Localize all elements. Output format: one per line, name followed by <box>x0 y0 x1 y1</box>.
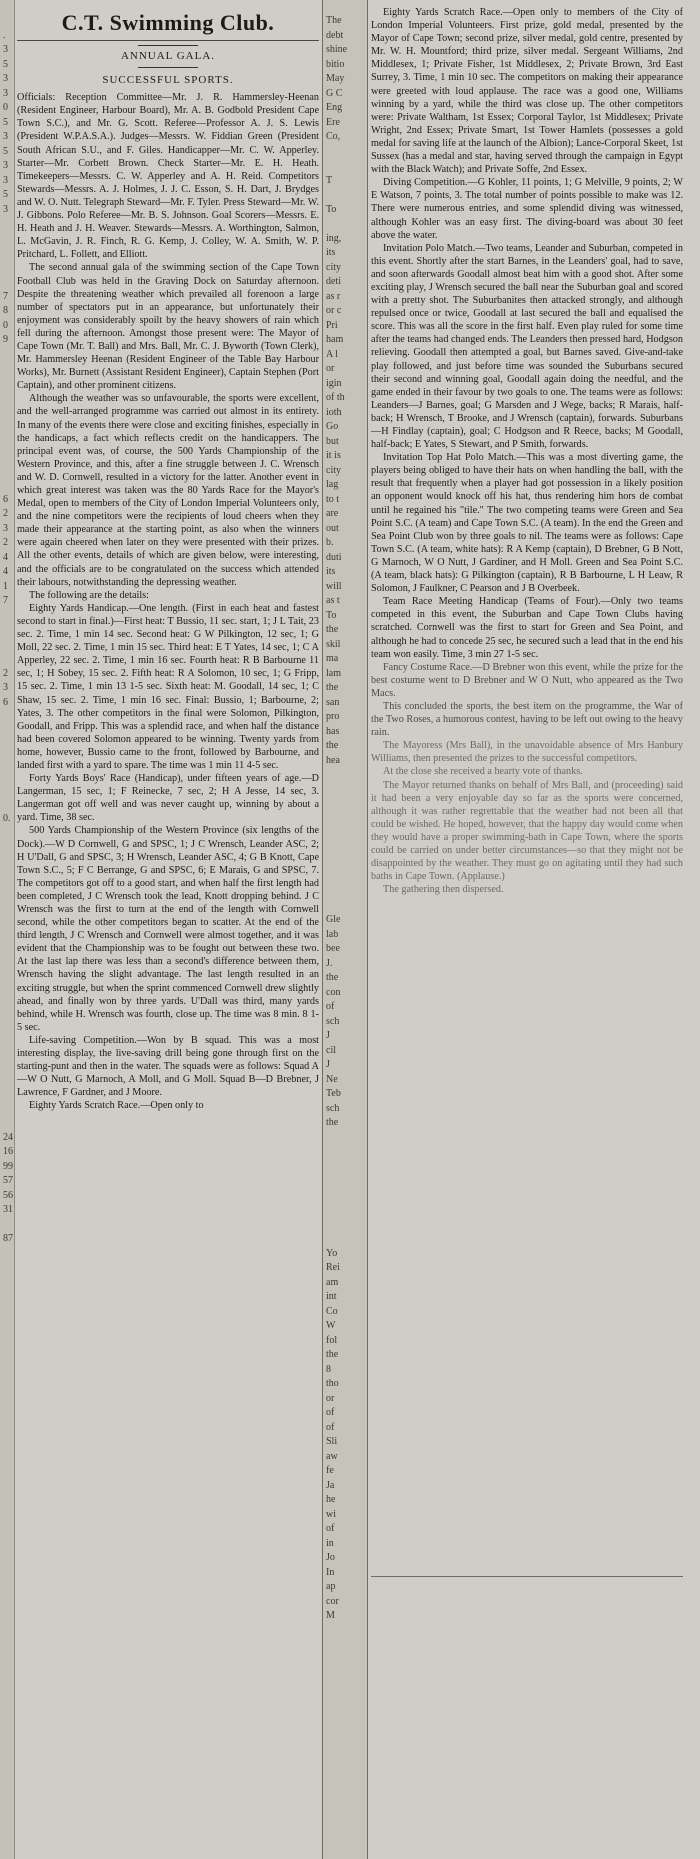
paragraph-vote-of-thanks: At the close she received a hearty vote of thanks. <box>383 766 583 778</box>
paragraph-mayor-thanks: The Mayor returned thanks on behalf of Mrs Ball, and (proceeding) said it had been a very enjoyable day so far as the sports were concerned, although it was rather regrettable that the weather had not been all that could be wished. He hoped, however, that the happy day would come when they would have a proper swimming-bath in Cape Town, where the sports could be carried on under better circumstances—so that they might not be disappointed by the weather. They must go on agitating until they had such baths in Cape Town. (Applause.) <box>371 779 683 883</box>
article-section-heading: ANNUAL GALA. <box>120 50 216 62</box>
paragraph-gala-intro: The second annual gala of the swimming section of the Cape Town Football Club was held in the Graving Dock on Saturday afternoon. Despite the threatening weather which prevailed all forenoon a large number of spectators put in an appearance, but unfortunately their enjoyment was considerably spoilt by the heavy showers of rain which fell during the afternoon. Amongst those present were: The Mayor of Cape Town (Mr. T. Ball) and Mrs. Ball, Mr. C. J. Byworth (Town Clerk), Mr. Hammersley Heenan (Resident Engineer of the Table Bay Harbour Works), Mr. Burnett (Assistant Resident Engineer), Captain Stephen (Port Captain), and other prominent citizens. <box>17 262 319 392</box>
article-title: C.T. Swimming Club. <box>17 10 319 41</box>
paragraph-fancy-costume: Fancy Costume Race.—D Brebner won this event, while the prize for the best costume went to D Brebner and W O Nutt, who appeared as the Two Macs. <box>371 661 683 699</box>
middle-edge-fragments <box>322 0 368 1859</box>
paragraph-diving: Diving Competition.—G Kohler, 11 points, 1; G Melville, 9 points, 2; W E Watson, 7 points, 3. The total number of points possible to make was 12. There were numerous entries, and some splendid diving was witnessed, although Kohler was an easy first. The diving-board was about 30 feet above the water. <box>371 177 683 241</box>
middle-edge-text: The debt shine bitio May G C Eng Ere Co, T To ing, its city deti as r or c Pri ham A l or igin of th ioth Go but it is city lag to t are out b. duti its will as t To the skil ma lam the san pro has the hea Gle lab bee J. the con of sch J cil J Ne Teb sch the Yo Rei am int Co W fol the 8 tho or of of Sli aw fe Ja he wi of in Jo In ap cor M <box>326 15 348 1621</box>
paragraph-top-hat-polo: Invitation Top Hat Polo Match.—This was a most diverting game, the players being obliged to have their hats on when handling the ball, with the result that frequently when a player had got possession in a likely position an opponent would knock off his hat, thus rendering him hors de combat until he regained his "tile." The two competing teams were Green and Sea Point S.C. (A team) and Cape Town S.C. (A team). In the end the Green and Sea Point Club won by three goals to nil. The teams were as follows: Cape Town S.C. (A team, white hats): R A Kemp (captain), D Brebner, G B Nott, G Marnoch, W O Nutt, J Gardiner, and H Moll. Green and Sea Point S.C. (A team, black hats): G Pilkington (captain), R B Barbourne, L H Leaw, R Solomon, J Faulkner, C Pearson and J B Overbeek. <box>371 452 683 595</box>
paragraph-team-race: Team Race Meeting Handicap (Teams of Four).—Only two teams competed in this event, the Suburban and Cape Town Clubs having scratched. Cornwell was the first to start for Green and Sea Point, and although he had to concede 25 sec, he secured such a lead that in the end his team won easily. Time, 3 min 27 1-5 sec. <box>371 596 683 660</box>
left-edge-fragments <box>0 0 15 1859</box>
officials-paragraph: Officials: Reception Committee—Mr. J. R. Hammersley-Heenan (Resident Engineer, Harbour Board), Mr. A. B. Godbold President Cape Town S.C.), and Mr. G. Scott. Referee—Professor A. J. S. Lewis (President W.P.A.S.A.). Judges—Messrs. W. Fiddian Green (President South African S.U., and F. Giles. Handicapper—Mr. C. W. Apperley. Starter—Mr. Corbett Brown. Check Starter—Mr. E. H. Heath. Timekeepers—Messrs. C. W. Apperley and A. H. Reid. Competitors Stewards—Messrs. A. J. Holmes, J. J. C. Esson, S. H. Dart, J. Brydges and W. O. Nutt. Telegraph Steward—Mr. F. Tyler. Press Steward—Mr. W. J. Gibbons. Polo Referee—Mr. B. S. Johnson. Goal Scorers—Messrs. E. H. Heath and J. H. Weaver. Stewards—Messrs. A. Worthington, Salmon, L. McGavin, J. R. Finch, R. G. Kemp, J. Colley, W. A. Smith, W. P. Pritchard, L. Follett, and Elliott. <box>17 92 319 261</box>
article-headline: SUCCESSFUL SPORTS. <box>102 74 234 87</box>
paragraph-mayoress: The Mayoress (Mrs Ball), in the unavoidable absence of Mrs Hanbury Williams, then presented the prizes to the successful competitors. <box>371 740 683 765</box>
article-left-column <box>17 6 319 1854</box>
paragraph-dispersed: The gathering then dispersed. <box>383 884 504 896</box>
paragraph-eighty-yards-handicap: Eighty Yards Handicap.—One length. (First in each heat and fastest second to start in final.)—First heat: T Bussio, 11 sec. start, 1; J L Tait, 23 sec. 2. Time, 1 min 14 sec. Second heat: G W Pilkington, 12 sec, 1; G Moll, 22 sec. 2. Time, 1 min 15 sec. Third heat: E T Yates, 14 sec, 1; C A Apperley, 22 sec. 2. Time, 1 min 16 sec. Fourth heat: R B Barbourne 11 sec, 1; H Sobey, 15 sec. 2. Fifth heat: R A Solomon, 10 sec, 1; G Fripp, 15 sec. 2. Time, 1 min 13 1-5 sec. Sixth heat: M. Goodall, 14 sec, 1; C Shaw, 15 sec. 2. Time, 1 min 16 sec. Final: Bussio, 1; Barbourne, 2; Yates, 3. The other competitors in the final were Solomon, Pilkington, Goodall, and Fripp. This was a splendid race, and when half the distance had been covered Solomon appeared to be winning. Twenty yards from home, however, Bussio came to the front, followed by Barbourne, and landed first with a yard to spare. The time was 1 min 11 4-5 sec. <box>17 602 319 771</box>
section-rule <box>138 67 198 68</box>
paragraph-weather: Although the weather was so unfavourable, the sports were excellent, and the well-arranged programme was carried out almost in its entirety. In many of the events there were close and exciting finishes, especially in the handicaps, a fact which reflects credit on the handicappers. The principal event was, of course, the 500 Yards Championship of the Western Province, and this, after a fine struggle between J. C. Wrensch and W. D. Cornwell, resulted in a victory for the latter. Another event in which great interest was taken was the 80 Yards Race for the Mayor's Medal, open to members of the City of London Imperial Volunteers only, and the nine competitors were the recipients of loud cheers when they made their appearance at the starting point, as also when the winners were again cheered when later on they were presented with their prizes. All the other events, details of which are given below, were interesting, and the officials are to be congratulated on the success which attended their labours, notwithstanding the depressing weather. <box>17 393 319 588</box>
title-rule <box>138 45 198 46</box>
paragraph-boys-race: Forty Yards Boys' Race (Handicap), under fifteen years of age.—D Langerman, 15 sec, 1; F Reinecke, 7 sec, 2; H A Jesse, 14 sec, 3. Langerman got off well and was never caught up, winning by about a yard. Time, 38 sec. <box>17 773 319 824</box>
paragraph-details-intro: The following are the details: <box>29 589 149 601</box>
article-right-column <box>371 6 683 1577</box>
paragraph-scratch-race-start: Eighty Yards Scratch Race.—Open only to <box>29 1100 204 1112</box>
paragraph-sports-concluded: This concluded the sports, the best item on the programme, the War of the Two Roses, a humorous contest, having to be left out owing to the heavy rain. <box>371 700 683 739</box>
paragraph-scratch-race: Eighty Yards Scratch Race.—Open only to members of the City of London Imperial Volunteers. First prize, gold medal, presented by the Mayor of Cape Town; second prize, silver medal, gold centre, presented by Mr. W. H. Mountford; third prize, silver medal. Sergeant Williams, 2nd Middlesex, 1; Private Fisher, 1st Middlesex, 2; Private Brown, 3rd East Surrey, 3. Time, 1 min 10 sec. The competitors on making their appearance were greeted with loud applause. The race was a good one, Williams winning by a yard, while the third was close up. The other competitors were: Private Waltham, 1st Essex; Corporal Taylor, 1st Middlesex; Private Wright, 2nd Essex; Private Smart, 1st Tower Hamlets (possesses a gold medal for saving life at the launch of the Albion); Lance-Corporal Skeet, 1st Sussex (has a medal and star, having served through the campaign in Egypt with the Black Watch); and Private Soffe, 2nd Essex. <box>371 7 683 176</box>
paragraph-500-yards-championship: 500 Yards Championship of the Western Province (six lengths of the Dock).—W D Cornwell, G and SPSC, 1; J C Wrensch, Leander ASC, 2; H U'Dall, G and SPSC, 3; H Wrensch, Leander ASC, 4; G B Knott, Cape Town S.C., 5; F C Berrange, G and SPSC, 6; E Marais, G and SPSC, 7. The competitors got off to a good start, and when half the first length had been completed, J C Wrensch took the lead, Knott dropping behind. J C Wrensch was the first to turn at the end of the length with Cornwell second, while the other competitors began to scatter. At the end of the third length, J C Wrensch and Cornwell were almost together, and it was evident that the Championship was to be fought out between these two. At the last lap there was less than a second's difference between them, Wrensch having the slight advantage. The last length resulted in an exciting struggle, but when the sprint commenced Cornwell drew slightly ahead, and finally won by three yards. U'Dall was third, many yards behind, while H. Wrensch was fourth, close up. The time was 8 min. 8 1-5 sec. <box>17 825 319 1033</box>
left-edge-text: . 3 5 3 3 0 5 3 5 3 3 5 3 7 8 0 9 6 2 3 2 4 4 1 7 2 3 6 0. 24 16 99 57 56 31 87 <box>3 29 13 1244</box>
paragraph-polo-match: Invitation Polo Match.—Two teams, Leander and Suburban, competed in this event. Shortly after the start Barnes, in the Leanders' goal, had to save, and soon afterwards Goodall almost beat him with a good shot. After some exciting play, J Wrensch secured the ball near the Suburban goal and scored with a pretty shot. The Suburbanites then attacked strongly, and although repulsed once or twice, Goodall at last secured the ball and equalised the score. This was all the score in the first half. Even play ruled for some time after the teams had changed ends. The Leanders then pressed hard, Hodgson relieving. Goodall then attempted a goal, but Barnes saved. Give-and-take play followed, and just before time was sounded the Suburbans secured their second and winning goal, Goodall again doing the needful, and the game ended in their favour by two goals to one. The teams were as follows: Leanders—J Barnes, goal; G Marsden and J Wege, backs; R Marais, half-back; H Wrensch, T Brooke, and J Wrensch (captain), forwards. Suburbans—H Findlay (captain), goal; C Hodgson and R Reece, backs; M Goodall, half-back; E Yates, S Stewart, and P Smith, forwards. <box>371 242 683 451</box>
paragraph-life-saving: Life-saving Competition.—Won by B squad. This was a most interesting display, the live-saving drill being gone through first on the starting-punt and then in the water. The squads were as follows: Squad A—W O Nutt, G Marnoch, A Moll, and G Moll. Squad B—D Brebner, J Lawrence, F Gardner, and J Moore. <box>17 1034 319 1099</box>
